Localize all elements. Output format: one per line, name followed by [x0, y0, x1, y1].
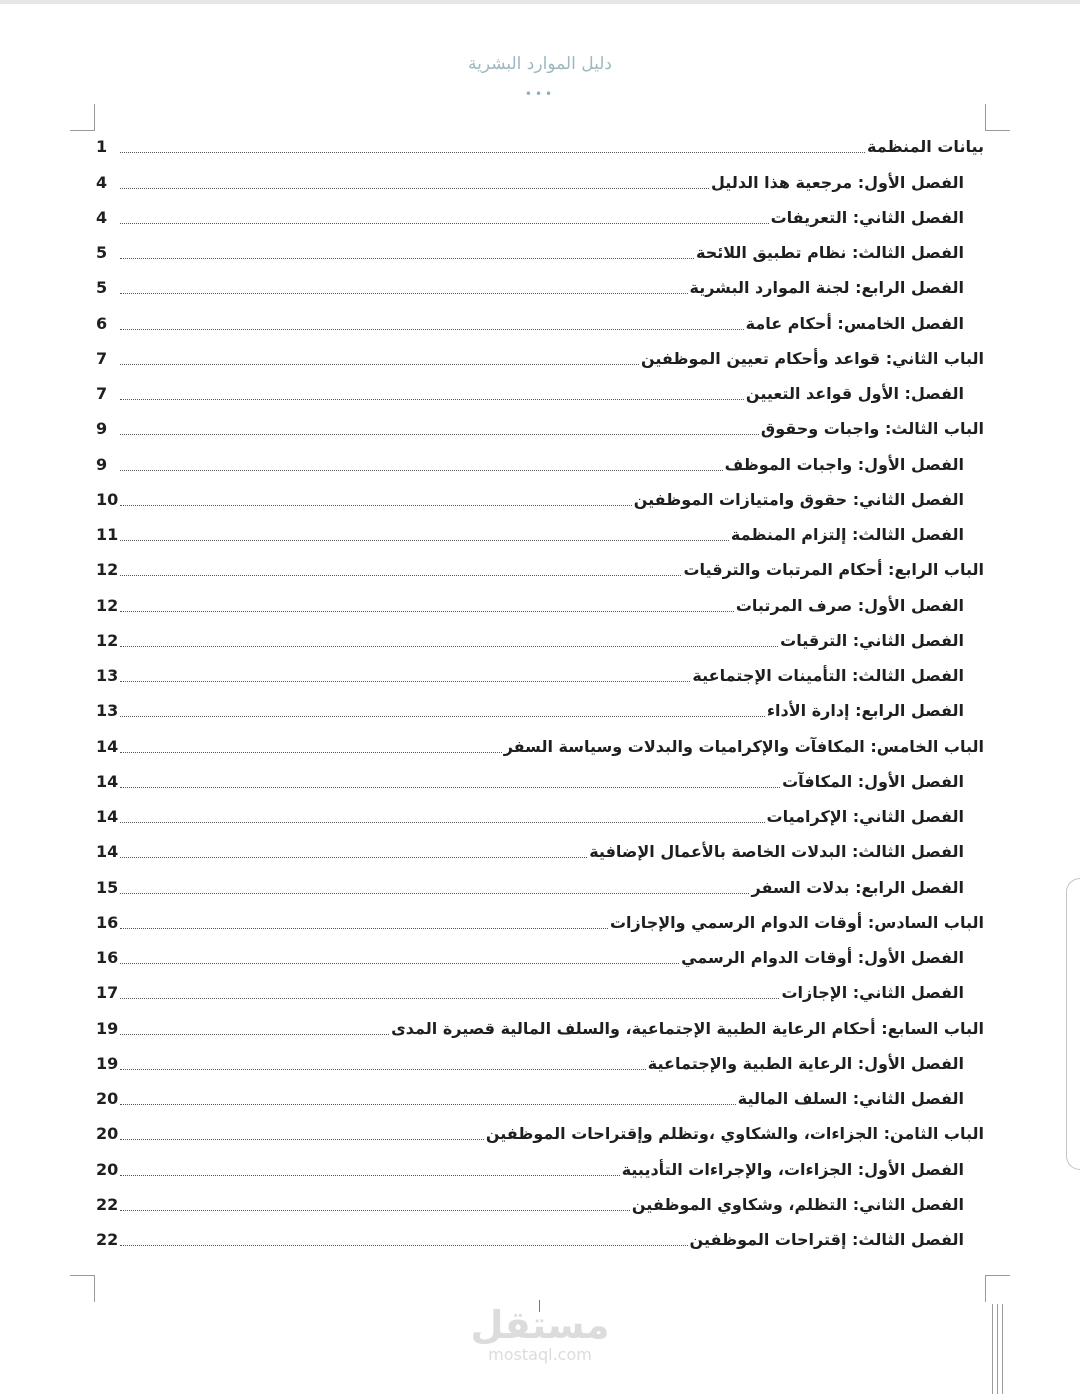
- toc-dot-leader: [120, 1175, 620, 1176]
- toc-entry-title: الباب الثاني: قواعد وأحكام تعيين الموظفين: [640, 348, 984, 368]
- toc-entry-title: الفصل الثالث: إقتراحات الموظفين: [689, 1230, 964, 1249]
- crop-mark-bottom-right: [985, 1275, 1010, 1302]
- toc-entry-title: الفصل الثاني: الإجازات: [781, 983, 964, 1003]
- toc-entry-title: الباب السابع: أحكام الرعاية الطبية الإجتماعية، والسلف المالية قصيرة المدى: [391, 1018, 984, 1038]
- toc-dot-leader: [120, 329, 744, 330]
- toc-dot-leader: [120, 963, 679, 964]
- toc-section-entry[interactable]: [96, 1005, 984, 1040]
- toc-page-number: 7: [96, 348, 108, 368]
- toc-page-number: 4: [96, 172, 108, 192]
- toc-page-number: 16: [96, 948, 119, 967]
- toc-chapter-entry[interactable]: [96, 371, 984, 406]
- toc-chapter-entry[interactable]: [96, 441, 984, 476]
- toc-entry-title: الفصل الثالث: نظام تطبيق اللائحة: [696, 243, 964, 262]
- toc-page-number: 11: [96, 525, 119, 544]
- toc-page-number: 15: [96, 877, 119, 897]
- toc-dot-leader: [120, 399, 744, 400]
- header-ornament: •••: [524, 87, 556, 101]
- toc-section-entry[interactable]: [96, 900, 984, 935]
- toc-dot-leader: [120, 893, 749, 894]
- toc-section-entry[interactable]: [96, 547, 984, 582]
- toc-chapter-entry[interactable]: [96, 864, 984, 899]
- toc-dot-leader: [120, 434, 759, 435]
- toc-chapter-entry[interactable]: [96, 477, 984, 512]
- toc-dot-leader: [120, 1104, 736, 1105]
- toc-dot-leader: [120, 258, 694, 259]
- toc-dot-leader: [120, 998, 779, 999]
- toc-chapter-entry[interactable]: [96, 794, 984, 829]
- toc-chapter-entry[interactable]: [96, 970, 984, 1005]
- toc-dot-leader: [120, 928, 608, 929]
- toc-chapter-entry[interactable]: [96, 688, 984, 723]
- toc-entry-title: الفصل الثاني: الإكراميات: [766, 807, 964, 826]
- toc-page-number: 17: [96, 983, 119, 1003]
- toc-page-number: 14: [96, 842, 119, 862]
- toc-entry-title: الفصل الثالث: إلتزام المنظمة: [730, 525, 964, 544]
- page-edge-line: [997, 1304, 998, 1394]
- toc-dot-leader: [120, 364, 639, 365]
- toc-entry-title: الباب الثامن: الجزاءات، والشكاوي ،وتظلم وإقتراحات الموظفين: [485, 1124, 984, 1144]
- toc-section-entry[interactable]: [96, 336, 984, 371]
- toc-entry-title: الباب الرابع: أحكام المرتبات والترقيات: [683, 560, 984, 580]
- toc-page-number: 20: [96, 1089, 119, 1108]
- toc-entry-title: الفصل الأول: أوقات الدوام الرسمي: [681, 948, 964, 967]
- toc-dot-leader: [120, 1210, 630, 1211]
- toc-chapter-entry[interactable]: [96, 582, 984, 617]
- toc-dot-leader: [120, 293, 688, 294]
- toc-entry-title: الفصل الأول: المكافآت: [782, 771, 964, 791]
- toc-section-entry[interactable]: [96, 723, 984, 758]
- toc-entry-title: الفصل الأول: مرجعية هذا الدليل: [711, 172, 964, 192]
- toc-dot-leader: [120, 822, 765, 823]
- toc-entry-title: الفصل الأول: الجزاءات، والإجراءات التأديبية: [621, 1159, 964, 1179]
- toc-entry-title: الباب الثالث: واجبات وحقوق: [760, 419, 984, 439]
- toc-section-entry[interactable]: [96, 124, 984, 159]
- toc-page-number: 22: [96, 1230, 119, 1249]
- toc-section-entry[interactable]: [96, 1111, 984, 1146]
- toc-page-number: 12: [96, 630, 119, 650]
- side-scroll-handle[interactable]: [1066, 878, 1080, 1170]
- toc-chapter-entry[interactable]: [96, 1217, 984, 1252]
- toc-dot-leader: [120, 223, 769, 224]
- toc-page-number: 5: [96, 278, 108, 298]
- toc-entry-title: الفصل الرابع: إدارة الأداء: [766, 701, 964, 721]
- toc-page-number: 20: [96, 1124, 119, 1144]
- toc-page-number: 14: [96, 771, 119, 791]
- toc-dot-leader: [120, 646, 778, 647]
- toc-dot-leader: [120, 1069, 646, 1070]
- toc-page-number: 4: [96, 207, 108, 227]
- toc-dot-leader: [120, 752, 502, 753]
- toc-entry-title: الفصل الثالث: البدلات الخاصة بالأعمال الإضافية: [589, 842, 964, 862]
- toc-chapter-entry[interactable]: [96, 1182, 984, 1217]
- toc-chapter-entry[interactable]: [96, 512, 984, 547]
- toc-dot-leader: [120, 505, 632, 506]
- toc-chapter-entry[interactable]: [96, 653, 984, 688]
- toc-page-number: 14: [96, 807, 119, 826]
- page-edge-line: [992, 1304, 993, 1394]
- toc-chapter-entry[interactable]: [96, 759, 984, 794]
- toc-chapter-entry[interactable]: [96, 1146, 984, 1181]
- toc-chapter-entry[interactable]: [96, 230, 984, 265]
- crop-mark-top-left: [70, 104, 95, 131]
- toc-dot-leader: [120, 540, 729, 541]
- table-of-contents: [96, 124, 984, 1252]
- toc-entry-title: الفصل الأول: واجبات الموظف: [724, 454, 964, 474]
- toc-chapter-entry[interactable]: [96, 300, 984, 335]
- toc-entry-title: الفصل الثاني: التظلم، وشكاوي الموظفين: [631, 1194, 964, 1214]
- toc-chapter-entry[interactable]: [96, 935, 984, 970]
- toc-entry-title: الباب السادس: أوقات الدوام الرسمي والإجازات: [609, 912, 984, 932]
- toc-chapter-entry[interactable]: [96, 265, 984, 300]
- toc-chapter-entry[interactable]: [96, 159, 984, 194]
- toc-dot-leader: [120, 681, 690, 682]
- toc-page-number: 9: [96, 419, 108, 439]
- toc-page-number: 13: [96, 666, 119, 685]
- toc-entry-title: بيانات المنظمة: [867, 137, 984, 157]
- toc-chapter-entry[interactable]: [96, 1041, 984, 1076]
- toc-entry-title: الفصل الثاني: التعريفات: [770, 207, 964, 227]
- toc-entry-title: الفصل الثاني: الترقيات: [780, 630, 964, 650]
- toc-entry-title: الفصل الرابع: لجنة الموارد البشرية: [689, 278, 964, 298]
- toc-dot-leader: [120, 716, 765, 717]
- toc-chapter-entry[interactable]: [96, 195, 984, 230]
- toc-dot-leader: [120, 787, 780, 788]
- toc-page-number: 7: [96, 384, 108, 403]
- toc-page-number: 5: [96, 243, 108, 262]
- toc-entry-title: الفصل: الأول قواعد التعيين: [745, 384, 964, 403]
- toc-page-number: 14: [96, 736, 119, 756]
- toc-page-number: 16: [96, 912, 119, 932]
- toc-dot-leader: [120, 1245, 688, 1246]
- toc-page-number: 6: [96, 313, 108, 333]
- toc-dot-leader: [120, 611, 734, 612]
- toc-entry-title: الفصل الرابع: بدلات السفر: [751, 877, 964, 897]
- toc-dot-leader: [120, 152, 865, 153]
- crop-mark-top-right: [985, 104, 1010, 131]
- toc-entry-title: الفصل الثاني: السلف المالية: [737, 1089, 964, 1108]
- toc-page-number: 13: [96, 701, 119, 721]
- watermark-domain: mostaql.com: [488, 1345, 592, 1364]
- toc-entry-title: الباب الخامس: المكافآت والإكراميات والبدلات وسياسة السفر: [503, 736, 984, 756]
- toc-page-number: 10: [96, 489, 119, 509]
- toc-section-entry[interactable]: [96, 406, 984, 441]
- toc-page-number: 9: [96, 454, 108, 474]
- watermark: [465, 1304, 615, 1364]
- toc-entry-title: الفصل الثالث: التأمينات الإجتماعية: [692, 666, 964, 685]
- crop-mark-bottom-left: [70, 1275, 95, 1302]
- toc-entry-title: الفصل الثاني: حقوق وامتيازات الموظفين: [633, 489, 964, 509]
- toc-page-number: 1: [96, 137, 108, 157]
- toc-entry-title: الفصل الخامس: أحكام عامة: [745, 313, 964, 333]
- document-header-title: دليل الموارد البشرية: [467, 54, 612, 74]
- toc-page-number: 19: [96, 1053, 119, 1073]
- toc-dot-leader: [120, 188, 709, 189]
- toc-dot-leader: [120, 575, 681, 576]
- toc-page-number: 12: [96, 560, 119, 580]
- toc-chapter-entry[interactable]: [96, 1076, 984, 1111]
- toc-page-number: 20: [96, 1159, 119, 1179]
- top-strip: [0, 0, 1080, 4]
- toc-chapter-entry[interactable]: [96, 829, 984, 864]
- toc-entry-title: الفصل الأول: الرعاية الطبية والإجتماعية: [647, 1053, 964, 1073]
- watermark-logo-text: مستقل: [470, 1303, 610, 1347]
- toc-dot-leader: [120, 470, 723, 471]
- page-edge-line: [1002, 1304, 1003, 1394]
- toc-page-number: 19: [96, 1018, 119, 1038]
- toc-chapter-entry[interactable]: [96, 618, 984, 653]
- toc-entry-title: الفصل الأول: صرف المرتبات: [735, 595, 964, 615]
- toc-dot-leader: [120, 1034, 389, 1035]
- toc-dot-leader: [120, 857, 587, 858]
- toc-dot-leader: [120, 1139, 484, 1140]
- toc-page-number: 12: [96, 595, 119, 615]
- toc-page-number: 22: [96, 1194, 119, 1214]
